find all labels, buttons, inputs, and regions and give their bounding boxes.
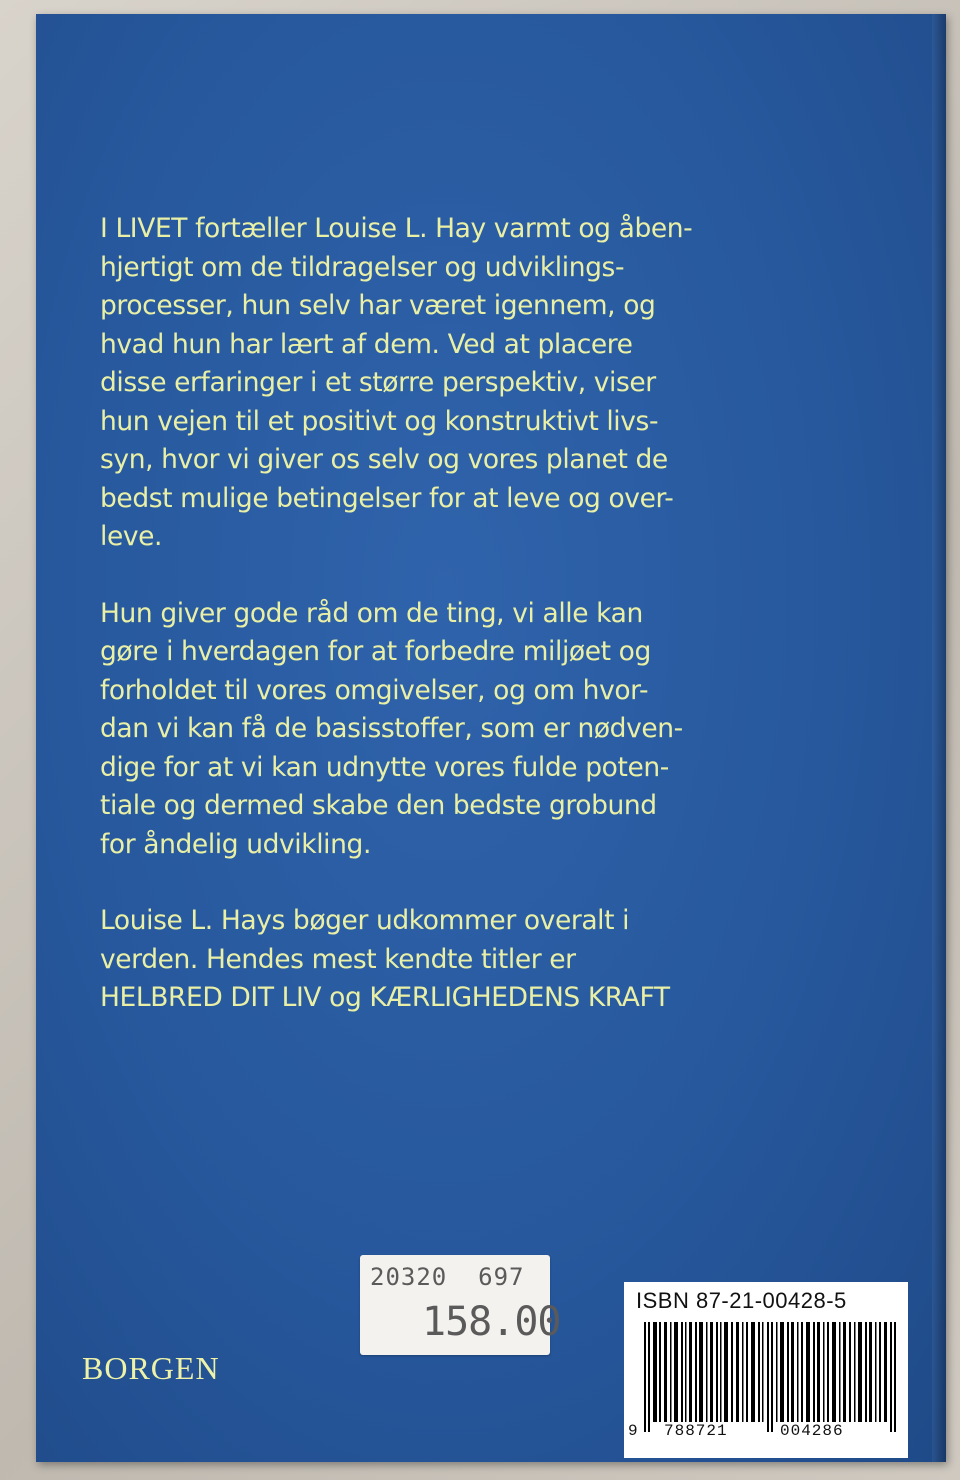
blurb-paragraph-2 bbox=[100, 595, 760, 865]
blurb-line: Louise L. Hays bøger udkommer overalt i bbox=[100, 905, 630, 936]
price-sticker bbox=[360, 1255, 561, 1355]
blurb-paragraph-1 bbox=[100, 210, 760, 557]
blurb-line: gøre i hverdagen for at forbedre miljøet og bbox=[100, 636, 651, 667]
blurb-line: verden. Hendes mest kendte titler er bbox=[100, 943, 576, 975]
blurb-line: hjertigt om de tildragelser og udviklings- bbox=[100, 251, 625, 283]
isbn-number: ISBN 87-21-00428-5 bbox=[636, 1288, 847, 1313]
barcode-digits-left: 788721 bbox=[664, 1422, 728, 1440]
blurb-line: dige for at vi kan udnytte vores fulde poten- bbox=[100, 751, 669, 783]
blurb-line: Hun giver gode råd om de ting, vi alle kan bbox=[100, 597, 643, 629]
blurb-line: dan vi kan få de basisstoffer, som er nødven- bbox=[100, 713, 683, 744]
blurb-line: processer, hun selv har været igennem, og bbox=[100, 290, 656, 321]
blurb-line: leve. bbox=[100, 521, 163, 552]
blurb-line: HELBRED DIT LIV og KÆRLIGHEDENS KRAFT bbox=[100, 982, 670, 1013]
back-cover-blurb bbox=[100, 210, 760, 1056]
blurb-line: hvad hun har lært af dem. Ved at placere bbox=[100, 328, 633, 360]
blurb-line: for åndelig udvikling. bbox=[100, 828, 371, 860]
barcode-icon bbox=[644, 1322, 898, 1432]
blurb-paragraph-3 bbox=[100, 902, 760, 1018]
blurb-line: I LIVET fortæller Louise L. Hay varmt og åben- bbox=[100, 213, 693, 244]
isbn-barcode-label bbox=[624, 1282, 908, 1458]
blurb-line: tiale og dermed skabe den bedste grobund bbox=[100, 790, 657, 821]
price-sticker-amount: 158.00 bbox=[422, 1299, 561, 1345]
blurb-line: forholdet til vores omgivelser, og om hvor- bbox=[100, 674, 649, 706]
blurb-line: disse erfaringer i et større perspektiv, viser bbox=[100, 367, 656, 398]
price-sticker-code: 20320 697 bbox=[370, 1263, 525, 1291]
blurb-line: hun vejen til et positivt og konstruktivt livs- bbox=[100, 405, 659, 437]
publisher-logo-text: BORGEN bbox=[82, 1350, 220, 1386]
cover-spine-edge bbox=[932, 14, 946, 1462]
barcode-digit-prefix: 9 bbox=[628, 1422, 638, 1440]
blurb-line: syn, hvor vi giver os selv og vores planet de bbox=[100, 444, 668, 475]
barcode-digits-right: 004286 bbox=[780, 1422, 844, 1440]
blurb-line: bedst mulige betingelser for at leve og over- bbox=[100, 482, 674, 514]
